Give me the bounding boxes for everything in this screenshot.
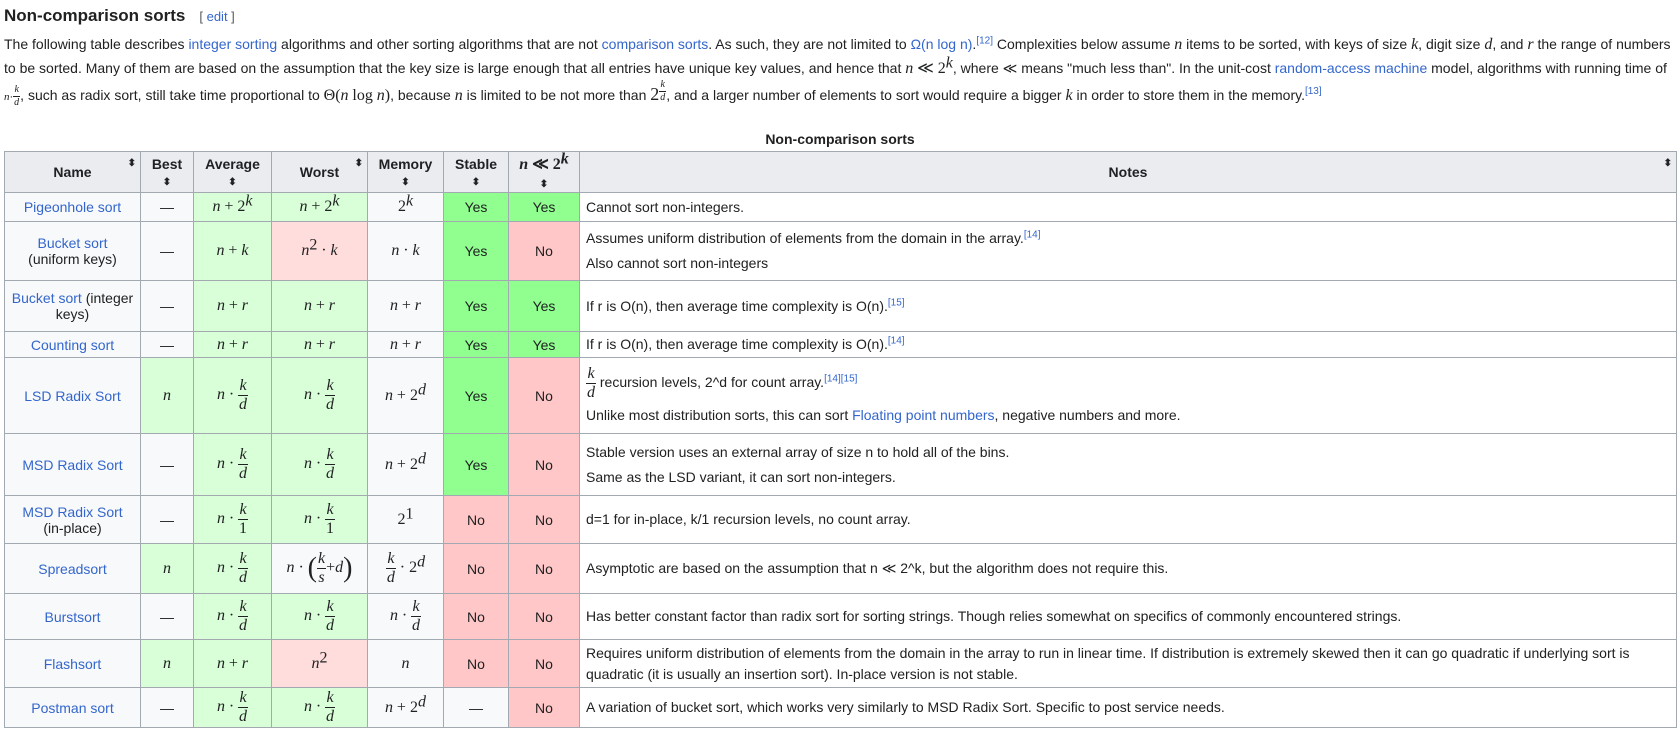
table-row: Bucket sort (uniform keys) — n + k $n^2 \cdot k$ n · k Yes No Assumes uniform distribution of elements from the domain in the array.[14] Also cannot sort non-integers <box>5 222 1677 281</box>
sort-icon[interactable]: ⬍ <box>354 158 363 169</box>
integer-sorting-link[interactable]: integer sorting <box>188 36 278 52</box>
table-row: LSD Radix Sort n n · $\frac{k}{d}$ n · $\frac{k}{d}$ $n + 2^d$ Yes No $\frac{k}{d}$ recursion levels, 2^d for count array.[14][15] Unlike most distribution sorts, this can sort Floating point numbers, negative numbers and more. <box>5 358 1677 434</box>
col-name[interactable]: Name ⬍ <box>5 152 141 193</box>
col-nk[interactable]: n ≪ 2$^k$ ⬍ <box>509 152 580 193</box>
row-name: Burstsort <box>5 594 141 640</box>
section-title: Non-comparison sorts <box>4 6 186 25</box>
intro-paragraph: The following table describes integer sorting algorithms and other sorting algorithms that are not comparison sorts. As such, they are not limited to Ω(n log n).[12] Complexities below assume n items to be sorted, with keys of size k, digit size d, and r the range of numbers to be sorted. Many of them are based on the assumption that the key size is large enough that all entries have unique key values, and hence that n ≪ 2$^k$, where ≪ means "much less than". In the unit-cost random-access machine model, algorithms with running time of n· $\frac{k}{d}$ , such as radix sort, still take time proportional to Θ(n log n), because n is limited to be not more than 2 $^{\frac{k}{d}}$ , and a larger number of elements to sort would require a bigger k in order to store them in the memory.[13] <box>4 35 1671 108</box>
comparison-sorts-link[interactable]: comparison sorts <box>601 36 709 52</box>
row-name: Postman sort <box>5 688 141 728</box>
edit-link[interactable]: edit <box>206 9 228 24</box>
ram-link[interactable]: random-access machine <box>1274 59 1428 76</box>
row-name: Bucket sort (uniform keys) <box>5 222 141 281</box>
sort-icon[interactable]: ⬍ <box>471 177 481 188</box>
table-caption: Non-comparison sorts <box>765 131 915 147</box>
sort-icon[interactable]: ⬍ <box>228 177 237 188</box>
table-row: Flashsort n n + r $n^2$ n No No Requires uniform distribution of elements from the domain in the array to run in linear time. If distribution is extremely skewed then it can go quadratic if underlying sort is quadratic (it is usually an insertion sort). In-place version is not stable. <box>5 640 1677 688</box>
sort-icon[interactable]: ⬍ <box>127 158 136 169</box>
ref-13[interactable]: [13] <box>1304 86 1322 98</box>
sort-icon[interactable]: ⬍ <box>1663 158 1672 169</box>
table-row: MSD Radix Sort (in-place) — n · $\frac{k}{1}$ n · $\frac{k}{1}$ $2^1$ No No d=1 for in-place, k/1 recursion levels, no count array. <box>5 496 1677 544</box>
row-name: Bucket sort (integer keys) <box>5 281 141 332</box>
row-name: Pigeonhole sort <box>5 193 141 222</box>
row-name: Counting sort <box>5 332 141 358</box>
sorts-table <box>4 151 1677 728</box>
row-name: Flashsort <box>5 640 141 688</box>
omega-link[interactable]: Ω(n log n) <box>910 36 973 52</box>
row-name: MSD Radix Sort (in-place) <box>5 496 141 544</box>
sort-icon[interactable]: ⬍ <box>539 179 549 190</box>
col-worst[interactable]: Worst ⬍ <box>272 152 368 193</box>
table-row: Burstsort — n · $\frac{k}{d}$ n · $\frac{k}{d}$ n · $\frac{k}{d}$ No No Has better constant factor than radix sort for sorting strings. Though relies somewhat on specifics of commonly encountered strings. <box>5 594 1677 640</box>
col-average[interactable]: Average ⬍ <box>194 152 272 193</box>
sort-icon[interactable]: ⬍ <box>162 177 172 188</box>
ref-12[interactable]: [12] <box>976 35 993 47</box>
col-notes[interactable]: Notes ⬍ <box>580 152 1677 193</box>
table-row: Spreadsort n n · $\frac{k}{d}$ n · ( $\frac{k}{s}$ +d) $\frac{k}{d}$ · $2^d$ No No Asymptotic are based on the assumption that n ≪ 2^k, but the algorithm does not require this. <box>5 544 1677 594</box>
table-row: MSD Radix Sort — n · $\frac{k}{d}$ n · $\frac{k}{d}$ $n + 2^d$ Yes No Stable version uses an external array of size n to hold all of the bins. Same as the LSD variant, it can sort non-integers. <box>5 434 1677 496</box>
table-row: Counting sort — n + r n + r n + r Yes Yes If r is O(n), then average time complexity is O(n).[14] <box>5 332 1677 358</box>
floating-point-link[interactable]: Floating point numbers <box>852 406 995 423</box>
table-row: Postman sort — n · $\frac{k}{d}$ n · $\frac{k}{d}$ $n + 2^d$ — No A variation of bucket sort, which works very similarly to MSD Radix Sort. Specific to post service needs. <box>5 688 1677 728</box>
table-row: Bucket sort (integer keys) — n + r n + r n + r Yes Yes If r is O(n), then average time complexity is O(n).[15] <box>5 281 1677 332</box>
col-stable[interactable]: Stable ⬍ <box>444 152 509 193</box>
row-name: MSD Radix Sort <box>5 434 141 496</box>
edit-section: [ edit ] <box>199 9 235 24</box>
row-name: LSD Radix Sort <box>5 358 141 434</box>
table-row: Pigeonhole sort — $n + 2^k$ $n + 2^k$ 2$^k$ Yes Yes Cannot sort non-integers. <box>5 193 1677 222</box>
col-memory[interactable]: Memory ⬍ <box>368 152 444 193</box>
sort-icon[interactable]: ⬍ <box>401 177 410 188</box>
col-best[interactable]: Best ⬍ <box>141 152 194 193</box>
section-header <box>4 2 235 30</box>
row-name: Spreadsort <box>5 544 141 594</box>
